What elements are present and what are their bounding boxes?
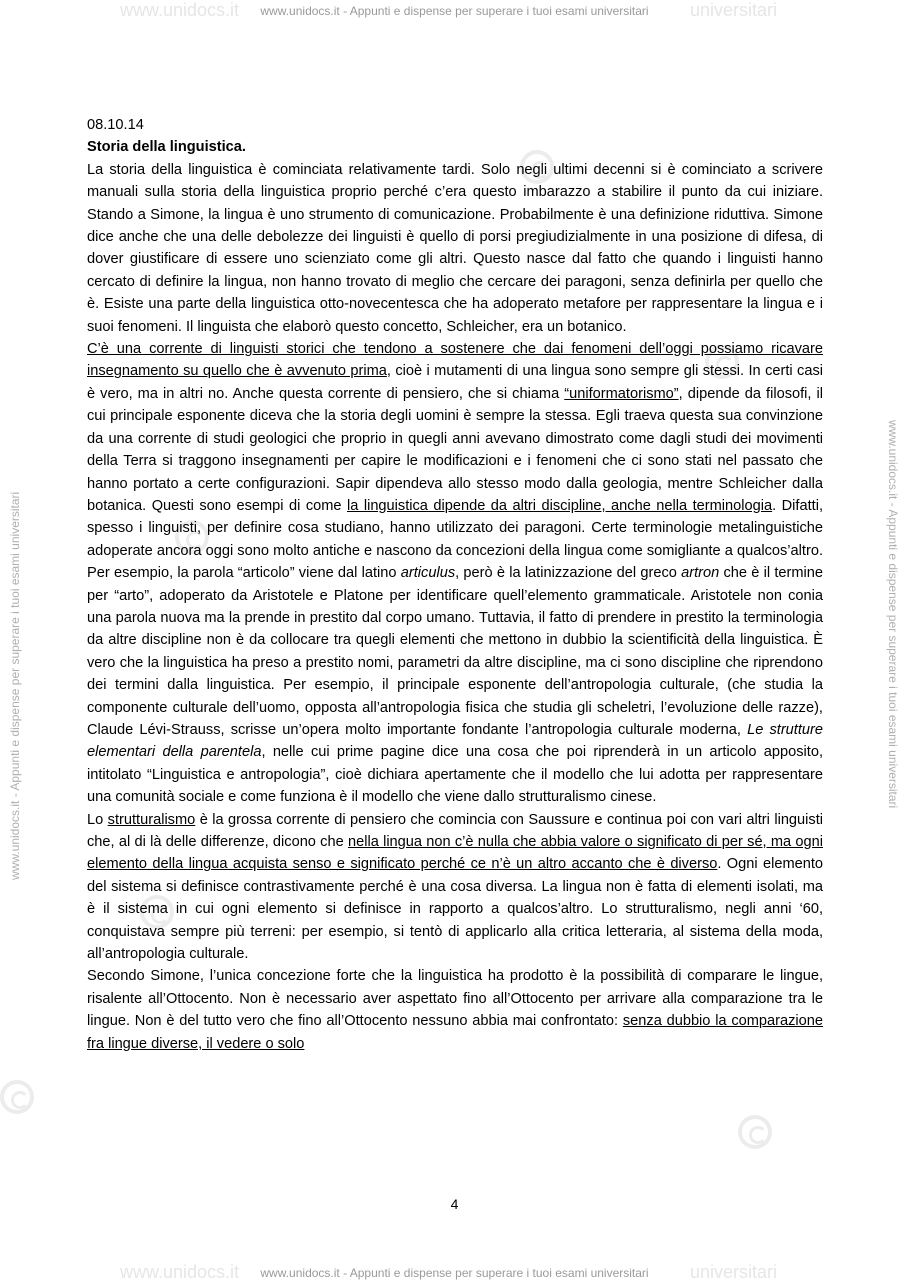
document-date: 08.10.14 [87, 117, 144, 133]
page-number: 4 [450, 1196, 459, 1212]
underlined-phrase: la linguistica dipende da altri discipline, anche nella terminologia [347, 497, 773, 514]
right-side-watermark: www.unidocs.it - Appunti e dispense per superare i tuoi esami universitari [886, 420, 900, 809]
underlined-term: “uniformatorismo” [564, 385, 679, 402]
document-title: Storia della linguistica. [87, 139, 246, 156]
footer-ghost-watermark-right: universitari [690, 1262, 778, 1282]
footer-watermark-text: www.unidocs.it - Appunti e dispense per superare i tuoi esami universitari [260, 1266, 649, 1280]
footer-ghost-watermark-left: www.unidocs.it [120, 1262, 240, 1282]
header-ghost-watermark-left: www.unidocs.it [120, 0, 240, 20]
italic-term: articulus [400, 565, 456, 582]
paragraph-4: Secondo Simone, l’unica concezione forte che la linguistica ha prodotto è la possibilità di comparare le lingue, risalente all’Ottocento. Non è necessario aver aspettato fino all’Ottocento per arrivare alla comparazione tra le lingue. Non è del tutto vero che fino all’Ottocento nessuno abbia mai confrontato: senza dubbio la comparazione fra lingue diverse, il vedere o solo [87, 968, 823, 1052]
header-ghost-watermark-right: universitari [690, 0, 778, 20]
underlined-term: strutturalismo [107, 811, 196, 828]
header-watermark-text: www.unidocs.it - Appunti e dispense per superare i tuoi esami universitari [260, 4, 649, 18]
paragraph-2: C’è una corrente di linguisti storici che tendono a sostenere che dai fenomeni dell’oggi possiamo ricavare insegnamento su quello che è avvenuto prima, cioè i mutamenti di una lingua sono sempre gli stessi. In certi casi è vero, ma in altri no. Anche questa corrente di pensiero, che si chiama “uniformatorismo”, dipende da filosofi, il cui principale esponente diceva che la storia degli uomini è sempre la stessa. Egli traeva questa sua convinzione da una corrente di studi geologici che proprio in quegli anni avevano dimostrato come dagli studi dei movimenti della Terra si traggono insegnamenti per capire le modificazioni e i fenomeni che ci sono stati nel passato che hanno portato a certe configurazioni. Sapir dipendeva allo stesso modo dalla geologia, mentre Schleicher dalla botanica. Questi sono esempi di come la linguistica dipende da altri discipline, anche nella terminologia. Difatti, spesso i linguisti, per definire cosa studiano, hanno utilizzato dei paragoni. Certe terminologie metalinguistiche adoperate ancora oggi sono molto antiche e nascono da concezioni della lingua come somigliante a qualcos’altro. Per esempio, la parola “articolo” viene dal latino articulus, però è la latinizzazione del greco artron che è il termine per “arto”, adoperato da Aristotele e Platone per identificare quell’elemento grammaticale. Aristotele non conia una parola nuova ma la prende in prestito dal corpo umano. Tuttavia, il fatto di prendere in prestito la terminologia da altre discipline non è da collocare tra quegli elementi che mettono in dubbio la scientificità della linguistica. È vero che la linguistica ha preso a prestito nomi, parametri da altre discipline, ma ci sono discipline che riprendono dei termini dalla linguistica. Per esempio, il principale esponente dell’antropologia culturale, (che studia la componente culturale dell’uomo, opposta all’antropologia fisica che studia gli scheletri, l’evoluzione delle razze), Claude Lévi-Strauss, scrisse un’opera molto importante fondante l’antropologia culturale moderna, Le strutture elementari della parentela, nelle cui prime pagine dice una cosa che poi riprenderà in un articolo apposito, intitolato “Linguistica e antropologia”, cioè dichiara apertamente che il modello che lui adotta per rappresentare una comunità sociale e come funziona è il modello che viene dallo strutturalismo cinese. [87, 341, 823, 806]
underlined-phrase: senza dubbio la comparazione fra lingue diverse, il vedere o solo [87, 1013, 823, 1052]
left-side-watermark: www.unidocs.it - Appunti e dispense per superare i tuoi esami universitari [8, 491, 22, 880]
paragraph-1: La storia della linguistica è cominciata relativamente tardi. Solo negli ultimi decenni si è cominciato a scrivere manuali sulla storia della linguistica proprio perché c’era questo imbarazzo a stabilire il punto da cui iniziare. Stando a Simone, la lingua è uno strumento di comunicazione. Probabilmente è una definizione riduttiva. Simone dice anche che una delle debolezze dei linguisti è quello di porsi pregiudizialmente in una posizione di difesa, di dover giustificare di essere uno scienziato come gli altri. Questo nasce dal fatto che quando i linguisti hanno cercato di definire la lingua, non hanno trovato di meglio che cercare dei paragoni, senza definirla per quello che è. Esiste una parte della linguistica otto-novecentesca che ha adoperato metafore per rappresentare la lingua e i suoi fenomeni. Il linguista che elaborò questo concetto, Schleicher, era un botanico. [87, 161, 823, 335]
unidocs-logo-icon [0, 1080, 34, 1114]
underlined-phrase: C’è una corrente di linguisti storici che tendono a sostenere che dai fenomeni dell’oggi possiamo ricavare insegnamento su quello che è avvenuto prima [87, 341, 823, 380]
unidocs-logo-icon [738, 1115, 772, 1149]
header-watermark [0, 0, 909, 20]
paragraph-3: Lo strutturalismo è la grossa corrente di pensiero che comincia con Saussure e continua poi con vari altri linguisti che, al di là delle differenze, dicono che nella lingua non c’è nulla che abbia valore o significato di per sé, ma ogni elemento della lingua acquista senso e significato perché ce n’è un altro accanto che è diverso. Ogni elemento del sistema si definisce contrastivamente perché è una cosa diversa. La lingua non è fatta di elementi isolati, ma è il sistema in cui ogni elemento si definisce in rapporto a qualcos’altro. Lo strutturalismo, negli anni ‘60, conquistava sempre più terreni: per esempio, si tentò di applicarlo alla critica letteraria, al sistema della moda, all’antropologia culturale. [87, 811, 824, 963]
italic-term: artron [681, 565, 720, 582]
document-body [87, 114, 823, 1055]
underlined-phrase: nella lingua non c’è nulla che abbia valore o significato di per sé, ma ogni elemento della lingua acquista senso e significato perché ce n’è un altro accanto che è diverso [87, 834, 823, 873]
italic-book-title: Le strutture elementari della parentela [87, 721, 823, 761]
footer-watermark [0, 1262, 909, 1282]
